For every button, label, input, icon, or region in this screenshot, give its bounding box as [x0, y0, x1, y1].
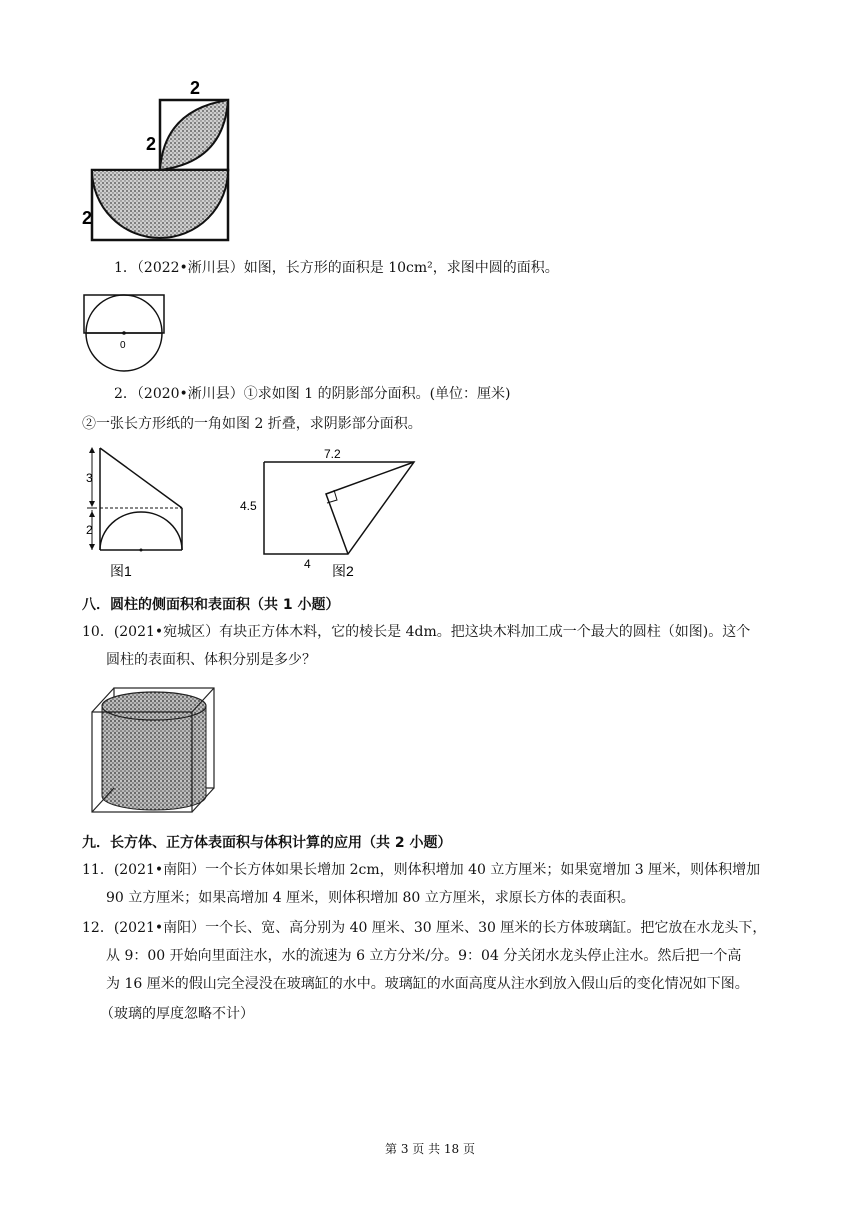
question-12-line1: 12．(2021•南阳）一个长、宽、高分别为 40 厘米、30 厘米、30 厘米的长方体玻璃缸。把它放在水龙头下，	[82, 920, 767, 936]
question-12-line4: （玻璃的厚度忽略不计）	[100, 1006, 254, 1022]
figure-leaf-semicircle	[82, 74, 242, 246]
question-10-line1: 10．(2021•宛城区）有块正方体木料，它的棱长是 4dm。把这块木料加工成一个最大的圆柱（如图)。这个	[82, 624, 751, 640]
figure-circle-in-rectangle	[82, 294, 166, 374]
label-left-2: 2	[82, 208, 93, 228]
question-12-line3: 为 16 厘米的假山完全浸没在玻璃缸的水中。玻璃缸的水面高度从注水到放入假山后的变化情况如下图。	[106, 976, 749, 992]
label-72: 7.2	[324, 447, 341, 461]
label-45: 4.5	[240, 499, 257, 513]
section-8-title: 八．圆柱的侧面积和表面积（共 1 小题）	[82, 597, 340, 613]
label-mid-2: 2	[146, 134, 157, 154]
question-11-line2: 90 立方厘米；如果高增加 4 厘米，则体积增加 80 立方厘米，求原长方体的表面积。	[106, 890, 635, 906]
label-top-2: 2	[190, 78, 201, 98]
caption-fig1: 图1	[110, 563, 132, 579]
label-2: 2	[86, 523, 93, 537]
section-9-title: 九．长方体、正方体表面积与体积计算的应用（共 2 小题）	[82, 835, 452, 851]
page-footer: 第 3 页 共 18 页	[385, 1142, 475, 1156]
figure-q2-fig1	[82, 444, 192, 582]
question-1: 1．（2022•淅川县）如图，长方形的面积是 10cm²，求图中圆的面积。	[114, 260, 559, 276]
figure-q2-fig2	[236, 444, 422, 582]
question-11-line1: 11．(2021•南阳）一个长方体如果长增加 2cm，则体积增加 40 立方厘米；如果宽增加 3 厘米，则体积增加	[82, 862, 761, 878]
figure-cylinder-in-cube	[82, 684, 222, 818]
question-10-line2: 圆柱的表面积、体积分别是多少？	[106, 652, 316, 668]
question-2-part1: 2．（2020•淅川县）①求如图 1 的阴影部分面积。(单位：厘米)	[114, 386, 511, 402]
center-label: 0	[120, 340, 126, 351]
label-4: 4	[304, 557, 311, 571]
question-2-part2: ②一张长方形纸的一角如图 2 折叠，求阴影部分面积。	[82, 416, 422, 432]
question-12-line2: 从 9：00 开始向里面注水，水的流速为 6 立方分米/分。9：04 分关闭水龙头停止注水。然后把一个高	[106, 948, 742, 964]
caption-fig2: 图2	[332, 563, 354, 579]
label-3: 3	[86, 471, 93, 485]
